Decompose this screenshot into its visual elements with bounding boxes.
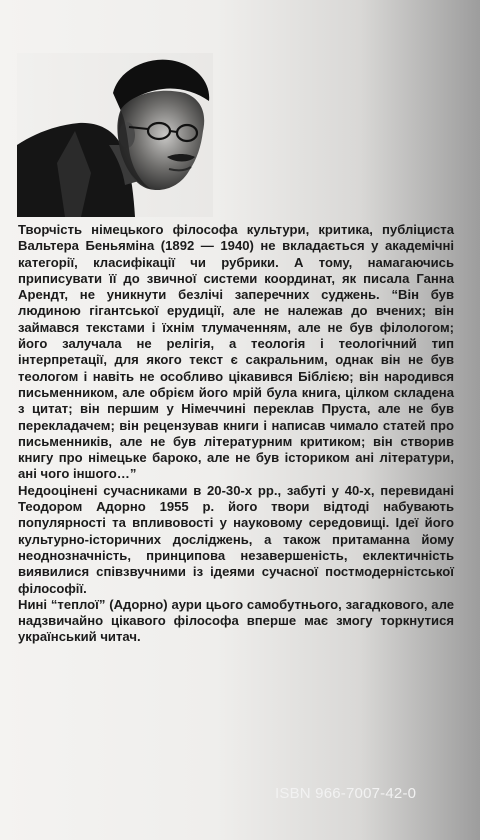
- paragraph-2: Недооцінені сучасниками в 20-30-х рр., забуті у 40-х, перевидані Теодором Адорно 1955 р. його твори відтоді набувають популярності та впливовості у науковому середовищі. Ідеї його культурно-історичних досліджень, а також притаманна йому неоднозначність, принципова незавершеність, еклектичність виявилися співзвучними із ідеями сучасної постмодерністської філософії.: [18, 482, 454, 596]
- description-text: [18, 222, 454, 646]
- portrait-photo-icon: [17, 53, 213, 217]
- paragraph-1: Творчість німецького філософа культури, критика, публіциста Вальтера Беньяміна (1892 — 1940) не вкладається у академічні категорії, класифікації чи рубрики. А тому, намагаючись приписувати її до звичної системи координат, як писала Ганна Арендт, не уникнути безлічі заперечних суджень. “Він був людиною гігантської ерудиції, але не належав до вчених; він займався текстами і їхнім тлумаченням, але не був філологом; його залучала не релігія, а теологія і теологічний тип інтерпретації, для якого текст є сакральним, однак він не був теологом і навіть не особливо цікавився Біблією; він народився письменником, але обрієм його мрій була книга, цілком складена з цитат; він першим у Німеччині переклав Пруста, але не був перекладачем; він рецензував книги і написав чимало статей про письменників, але не був літературним критиком; він створив книгу про німецьке бароко, але не був істориком ані літератури, ані чого іншого…”: [18, 222, 454, 482]
- paragraph-3: Нині “теплої” (Адорно) аури цього самобутнього, загадкового, але надзвичайно цікавого філософа вперше має змогу торкнутися український читач.: [18, 596, 454, 645]
- author-portrait: [17, 53, 213, 217]
- isbn-number: ISBN 966-7007-42-0: [275, 785, 417, 802]
